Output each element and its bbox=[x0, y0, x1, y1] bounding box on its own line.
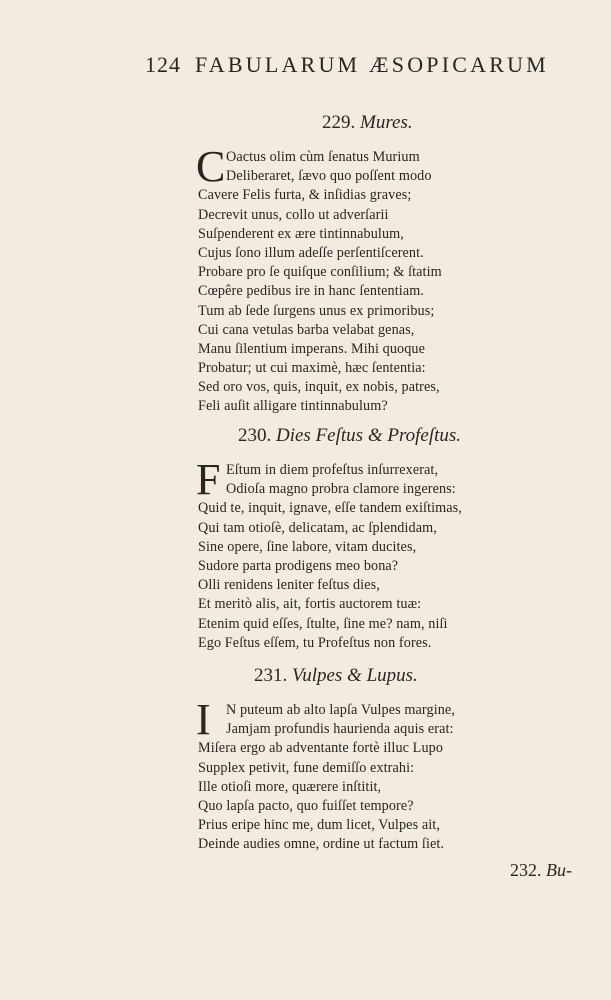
running-title: FABULARUM ÆSOPICARUM bbox=[195, 52, 549, 77]
fable-number: 231. bbox=[254, 665, 288, 686]
verse-line: Quid te, inquit, ignave, eſſe tandem exiſtimas, bbox=[198, 500, 462, 517]
verse-line: Etenim quid eſſes, ſtulte, ſine me? nam, niſi bbox=[198, 615, 448, 632]
fable-229 bbox=[198, 112, 528, 417]
catchword-number: 232. bbox=[510, 860, 542, 880]
fable-title bbox=[198, 425, 528, 447]
verse-line: Cui cana vetulas barba velabat genas, bbox=[198, 321, 415, 338]
fable-name: Vulpes & Lupus. bbox=[292, 665, 418, 686]
verse-line: Cujus ſono illum adeſſe perſentiſcerent. bbox=[198, 244, 424, 261]
verse-line: Et meritò alis, ait, fortis auctorem tuæ: bbox=[198, 596, 422, 613]
verse-line: Deinde audies omne, ordine ut factum ſiet. bbox=[198, 836, 445, 853]
verse-line: Qui tam otioſè, delicatam, ac ſplendidam, bbox=[198, 519, 437, 536]
verse-line: Suſpenderent ex ære tintinnabulum, bbox=[198, 225, 404, 242]
verse-line: Tum ab ſede ſurgens unus ex primoribus; bbox=[198, 302, 435, 319]
verse-line: N puteum ab alto lapſa Vulpes margine, bbox=[226, 702, 455, 718]
verse-line: Quo lapſa pacto, quo fuiſſet tempore? bbox=[198, 797, 414, 814]
verse-line: Cavere Felis furta, & inſidias graves; bbox=[198, 187, 412, 204]
fable-title bbox=[198, 665, 528, 687]
verse-line: Odioſa magno probra clamore ingerens: bbox=[226, 481, 456, 498]
verse-line: Supplex petivit, fune demiſſo extrahi: bbox=[198, 759, 415, 776]
fable-230 bbox=[198, 425, 528, 653]
verse-line: Eſtum in diem profeſtus inſurrexerat, bbox=[226, 462, 439, 478]
page-header bbox=[145, 52, 555, 78]
drop-capital: C bbox=[196, 142, 226, 191]
verse-line: Prius eripe hinc me, dum licet, Vulpes ait, bbox=[198, 817, 440, 834]
fable-name: Mures. bbox=[360, 112, 413, 133]
verse-line: Jamjam profundis haurienda aquis erat: bbox=[226, 721, 454, 738]
fable-name: Dies Feſtus & Profeſtus. bbox=[276, 425, 462, 446]
verse-line: Feli auſit alligare tintinnabulum? bbox=[198, 398, 388, 415]
verse-line: Manu ſilentium imperans. Mihi quoque bbox=[198, 340, 426, 357]
fable-verse bbox=[196, 695, 528, 855]
verse-line: Deliberaret, ſævo quo poſſent modo bbox=[226, 168, 432, 185]
fable-231 bbox=[198, 665, 528, 855]
catchword bbox=[510, 860, 572, 881]
verse-line: Sed oro vos, quis, inquit, ex nobis, patres, bbox=[198, 379, 440, 396]
verse-line: Miſera ergo ab adventante fortè illuc Lupo bbox=[198, 740, 444, 757]
fable-title bbox=[198, 112, 528, 134]
verse-line: Probare pro ſe quiſque conſilium; & ſtatim bbox=[198, 264, 442, 281]
verse-line: Ille otioſi more, quærere inſtitit, bbox=[198, 778, 382, 795]
verse-line: Cœpêre pedibus ire in hanc ſententiam. bbox=[198, 283, 424, 300]
fable-number: 229. bbox=[322, 112, 356, 133]
catchword-text: Bu- bbox=[546, 860, 572, 880]
verse-line: Ego Feſtus eſſem, tu Profeſtus non fores. bbox=[198, 634, 432, 651]
verse-line: Decrevit unus, collo ut adverſarii bbox=[198, 206, 389, 223]
fable-verse bbox=[196, 142, 528, 417]
page-number: 124 bbox=[145, 52, 181, 77]
verse-line: Sine opere, ſine labore, vitam ducites, bbox=[198, 538, 417, 555]
verse-line: Olli renidens leniter feſtus dies, bbox=[198, 577, 380, 594]
fable-number: 230. bbox=[238, 425, 272, 446]
drop-capital: I bbox=[196, 695, 211, 744]
verse-line: Oactus olim cùm ſenatus Murium bbox=[226, 149, 420, 165]
verse-line: Sudore parta prodigens meo bona? bbox=[198, 557, 399, 574]
drop-capital: F bbox=[196, 455, 221, 504]
verse-line: Probatur; ut cui maximè, hæc ſententia: bbox=[198, 360, 426, 377]
fable-verse bbox=[196, 455, 528, 653]
